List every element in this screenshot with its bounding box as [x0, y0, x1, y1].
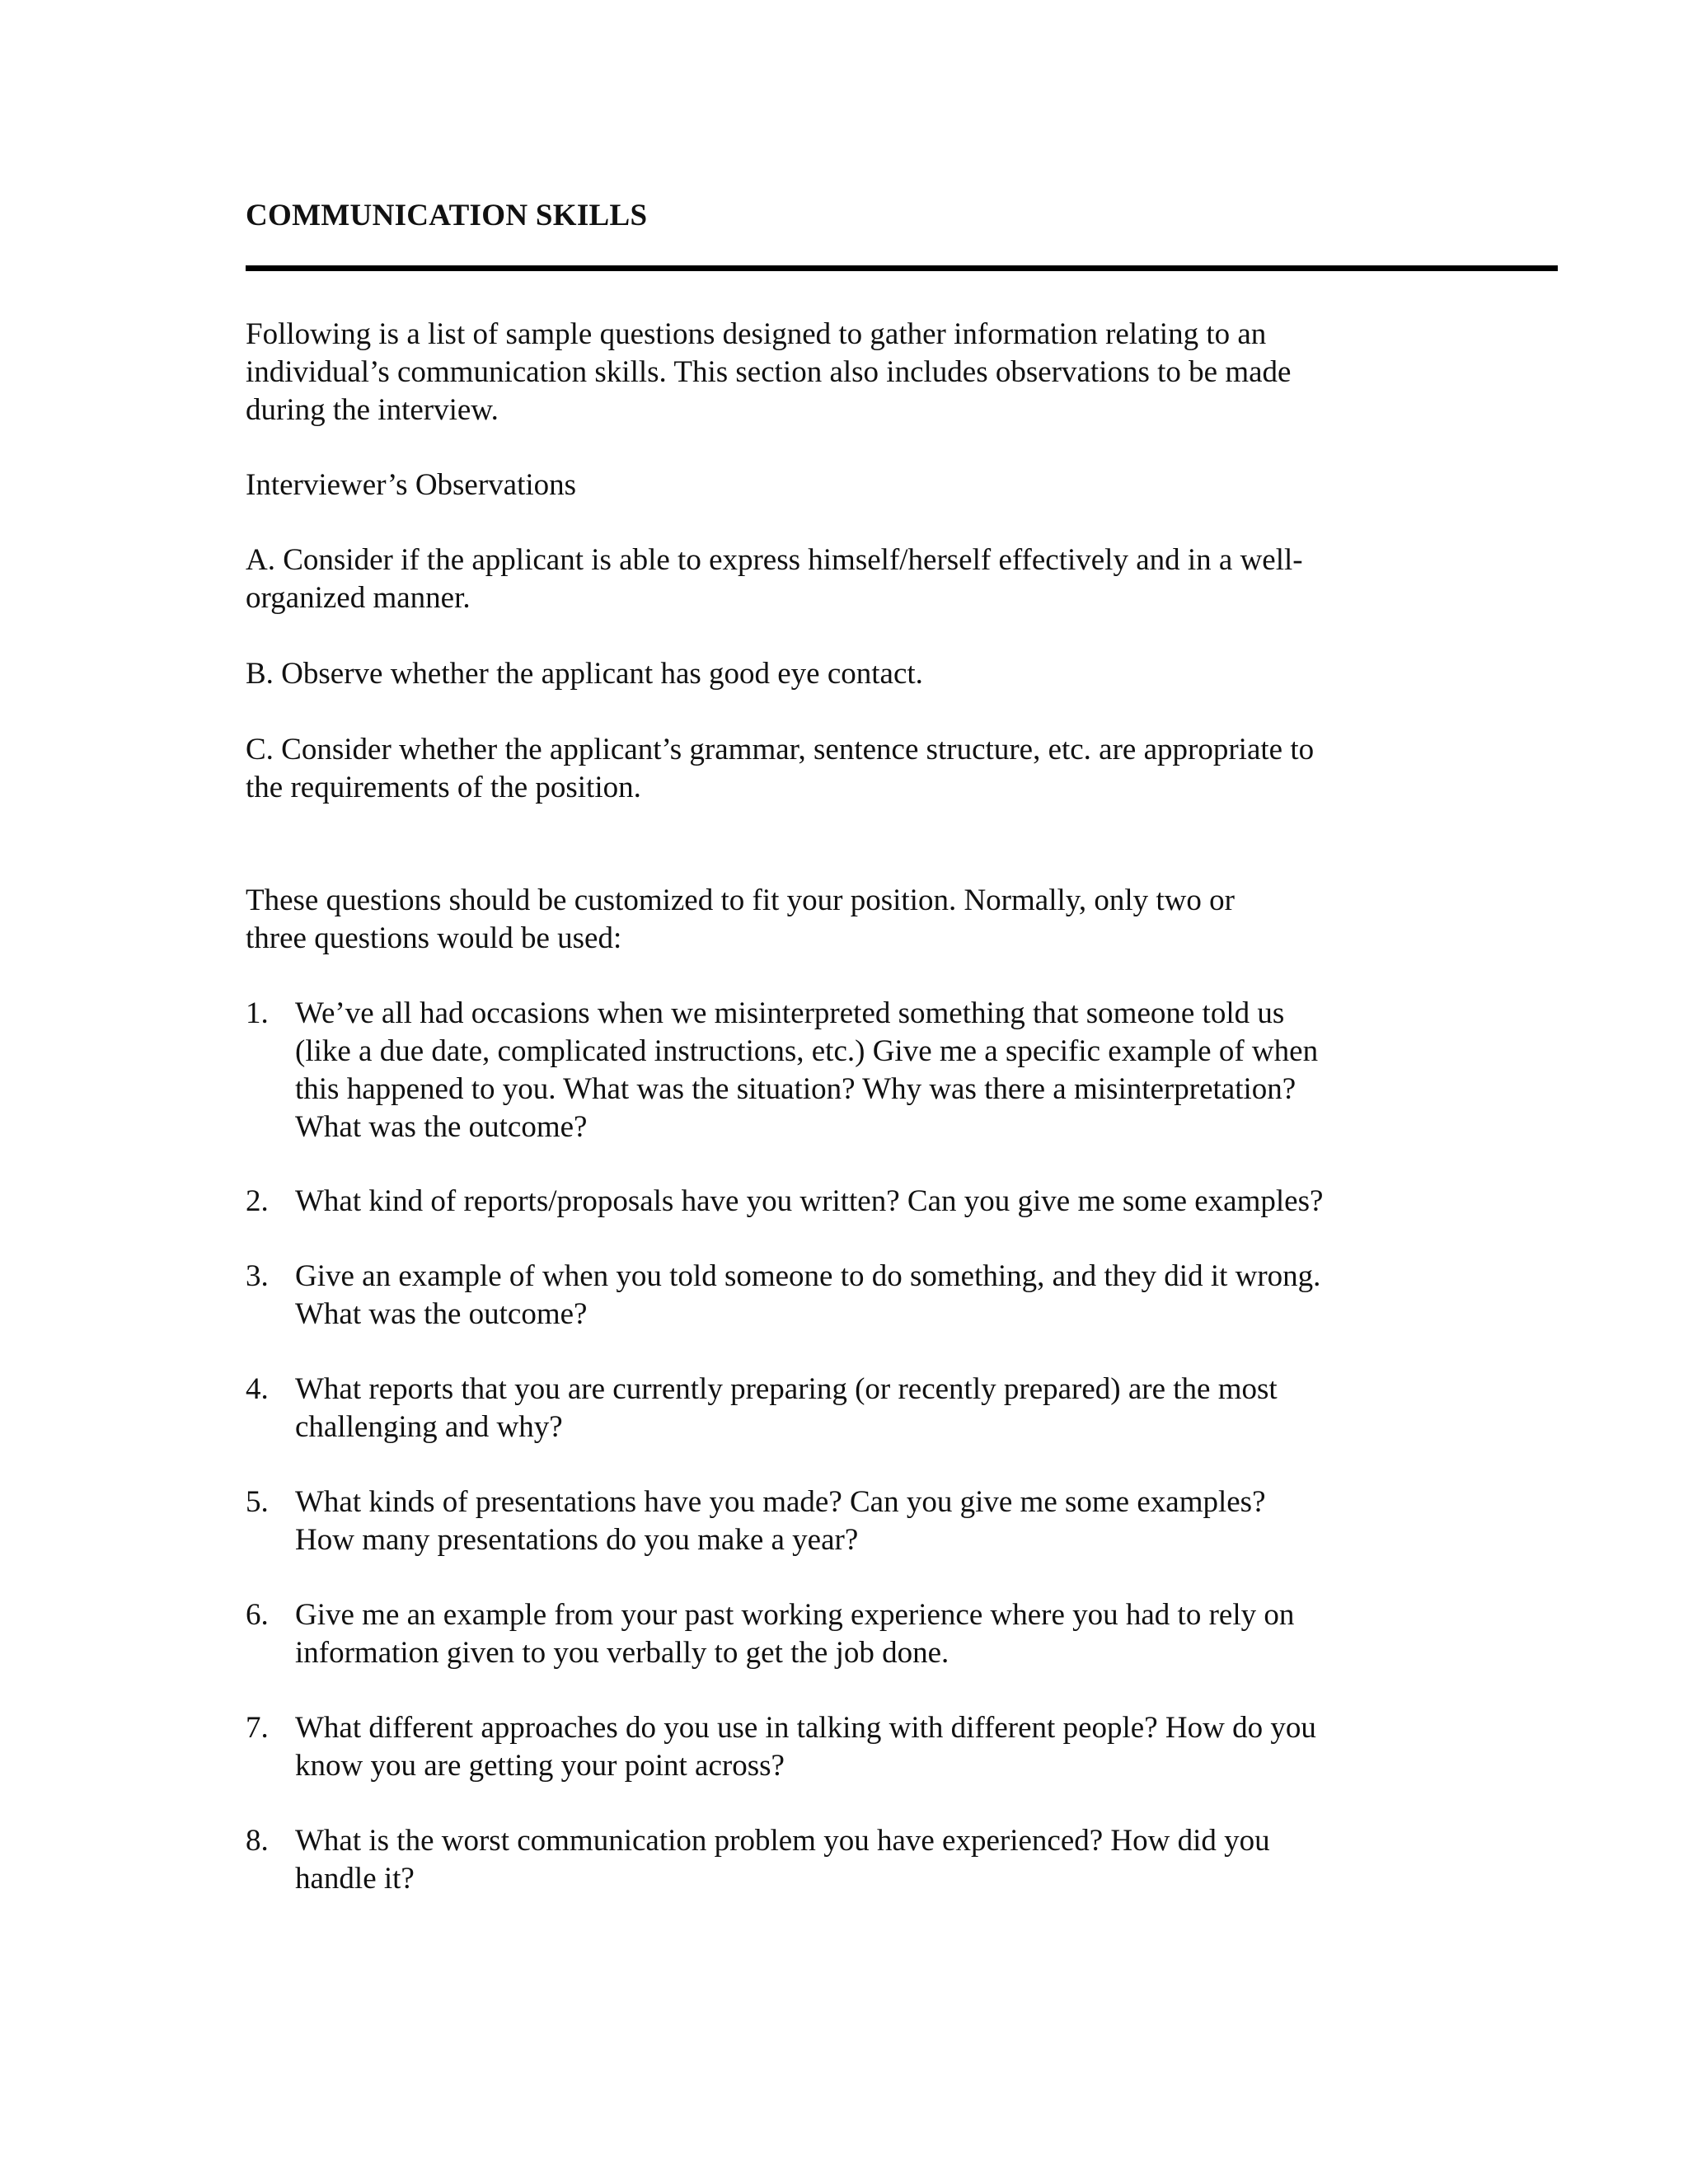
question-line: Give an example of when you told someone to do something, and they did it wrong.	[295, 1259, 1321, 1293]
question-text	[295, 1709, 1316, 1785]
observation-b	[246, 655, 923, 693]
intro-line: Following is a list of sample questions designed to gather information relating to an	[246, 317, 1267, 351]
customize-note-line: three questions would be used:	[246, 921, 622, 955]
question-line: this happened to you. What was the situation? Why was there a misinterpretation?	[295, 1072, 1296, 1106]
page-title: COMMUNICATION SKILLS	[246, 199, 648, 232]
observation-line: organized manner.	[246, 581, 471, 615]
question-line: handle it?	[295, 1862, 415, 1896]
observations-heading-text: Interviewer’s Observations	[246, 468, 577, 502]
question-line: What was the outcome?	[295, 1110, 588, 1144]
observation-c	[246, 731, 1314, 807]
intro-paragraph	[246, 316, 1291, 429]
question-line: What different approaches do you use in talking with different people? How do you	[295, 1711, 1316, 1745]
observation-line: B. Observe whether the applicant has good eye contact.	[246, 657, 923, 691]
question-line: Give me an example from your past working experience where you had to rely on	[295, 1598, 1295, 1632]
observation-line: A. Consider if the applicant is able to express himself/herself effectively and in a well-	[246, 543, 1303, 577]
question-text	[295, 1822, 1270, 1898]
question-line: know you are getting your point across?	[295, 1749, 785, 1783]
question-number: 4.	[246, 1372, 269, 1406]
intro-line: during the interview.	[246, 393, 499, 427]
title-divider	[246, 265, 1558, 271]
question-line: What was the outcome?	[295, 1297, 588, 1331]
question-number: 6.	[246, 1598, 269, 1632]
question-line: We’ve all had occasions when we misinterpreted something that someone told us	[295, 996, 1285, 1030]
question-line: What is the worst communication problem you have experienced? How did you	[295, 1824, 1270, 1858]
question-line: What kinds of presentations have you made? Can you give me some examples?	[295, 1485, 1266, 1519]
question-line: (like a due date, complicated instructions, etc.) Give me a specific example of when	[295, 1034, 1319, 1068]
question-number: 2.	[246, 1184, 269, 1218]
observation-line: C. Consider whether the applicant’s grammar, sentence structure, etc. are appropriate to	[246, 733, 1315, 766]
intro-line: individual’s communication skills. This section also includes observations to be made	[246, 355, 1292, 389]
question-number: 5.	[246, 1485, 269, 1519]
question-number: 1.	[246, 996, 269, 1030]
question-line: information given to you verbally to get the job done.	[295, 1636, 950, 1670]
question-text	[295, 1371, 1278, 1446]
question-line: What reports that you are currently preparing (or recently prepared) are the most	[295, 1372, 1278, 1406]
question-number: 8.	[246, 1824, 269, 1858]
customize-note-line: These questions should be customized to fit your position. Normally, only two or	[246, 883, 1235, 917]
question-text	[295, 1183, 1323, 1221]
question-number: 7.	[246, 1711, 269, 1745]
question-text	[295, 1483, 1266, 1559]
observation-line: the requirements of the position.	[246, 771, 641, 804]
question-number: 3.	[246, 1259, 269, 1293]
question-text	[295, 995, 1318, 1146]
question-text	[295, 1596, 1294, 1672]
observations-heading	[246, 466, 576, 504]
customize-note	[246, 882, 1235, 958]
question-line: challenging and why?	[295, 1410, 563, 1444]
observation-a	[246, 541, 1303, 617]
question-line: How many presentations do you make a year?	[295, 1523, 859, 1557]
question-text	[295, 1258, 1320, 1333]
question-line: What kind of reports/proposals have you written? Can you give me some examples?	[295, 1184, 1324, 1218]
